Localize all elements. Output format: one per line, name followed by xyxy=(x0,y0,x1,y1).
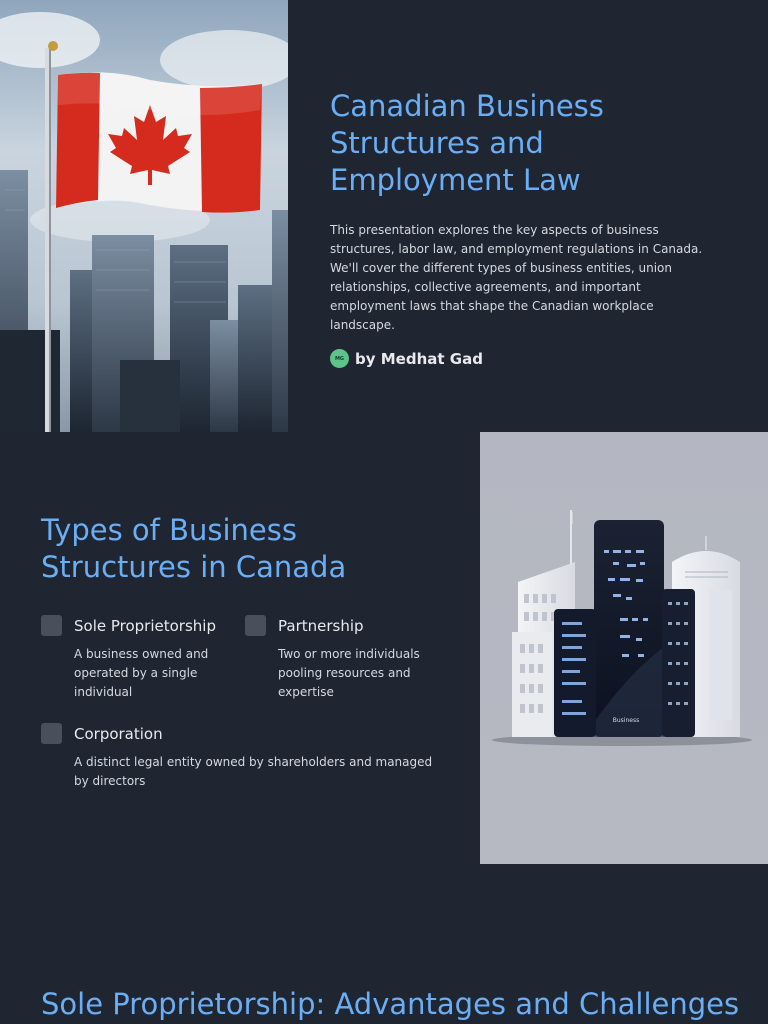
title-slide-heading: Canadian Business Structures and Employment Law xyxy=(330,89,604,197)
card-title: Corporation xyxy=(74,724,163,743)
canadian-flag-icon xyxy=(56,72,262,212)
business-label: Business xyxy=(612,717,640,724)
card-description: Two or more individuals pooling resources and expertise xyxy=(278,647,420,699)
title-slide xyxy=(0,0,768,432)
business-buildings-image xyxy=(480,432,768,864)
card-placeholder-icon xyxy=(41,615,62,636)
card-placeholder-icon xyxy=(245,615,266,636)
business-structures-slide xyxy=(0,432,768,864)
canadian-flag-skyline-image xyxy=(0,0,288,432)
avatar: MG xyxy=(330,349,349,368)
card-title: Sole Proprietorship xyxy=(74,616,216,635)
sole-proprietorship-slide xyxy=(0,864,768,1024)
card-description: A distinct legal entity owned by shareholders and managed by directors xyxy=(74,755,433,788)
author-byline xyxy=(330,349,730,368)
title-slide-content xyxy=(330,88,730,368)
card-sole-proprietorship xyxy=(41,615,221,702)
card-description: A business owned and operated by a single individual xyxy=(74,647,209,699)
card-partnership xyxy=(245,615,430,702)
title-slide-description: This presentation explores the key aspects of business structures, labor law, and employment regulations in Canada. We'll cover the different types of business entities, union relationships, collective agreements, and important employment laws that shape the Canadian workplace landscape. xyxy=(330,223,703,332)
card-corporation xyxy=(41,723,441,791)
author-name: by Medhat Gad xyxy=(355,349,483,368)
sole-proprietorship-heading: Sole Proprietorship: Advantages and Challenges xyxy=(41,987,740,1021)
business-structures-heading: Types of Business Structures in Canada xyxy=(41,513,347,584)
card-title: Partnership xyxy=(278,616,364,635)
card-placeholder-icon xyxy=(41,723,62,744)
